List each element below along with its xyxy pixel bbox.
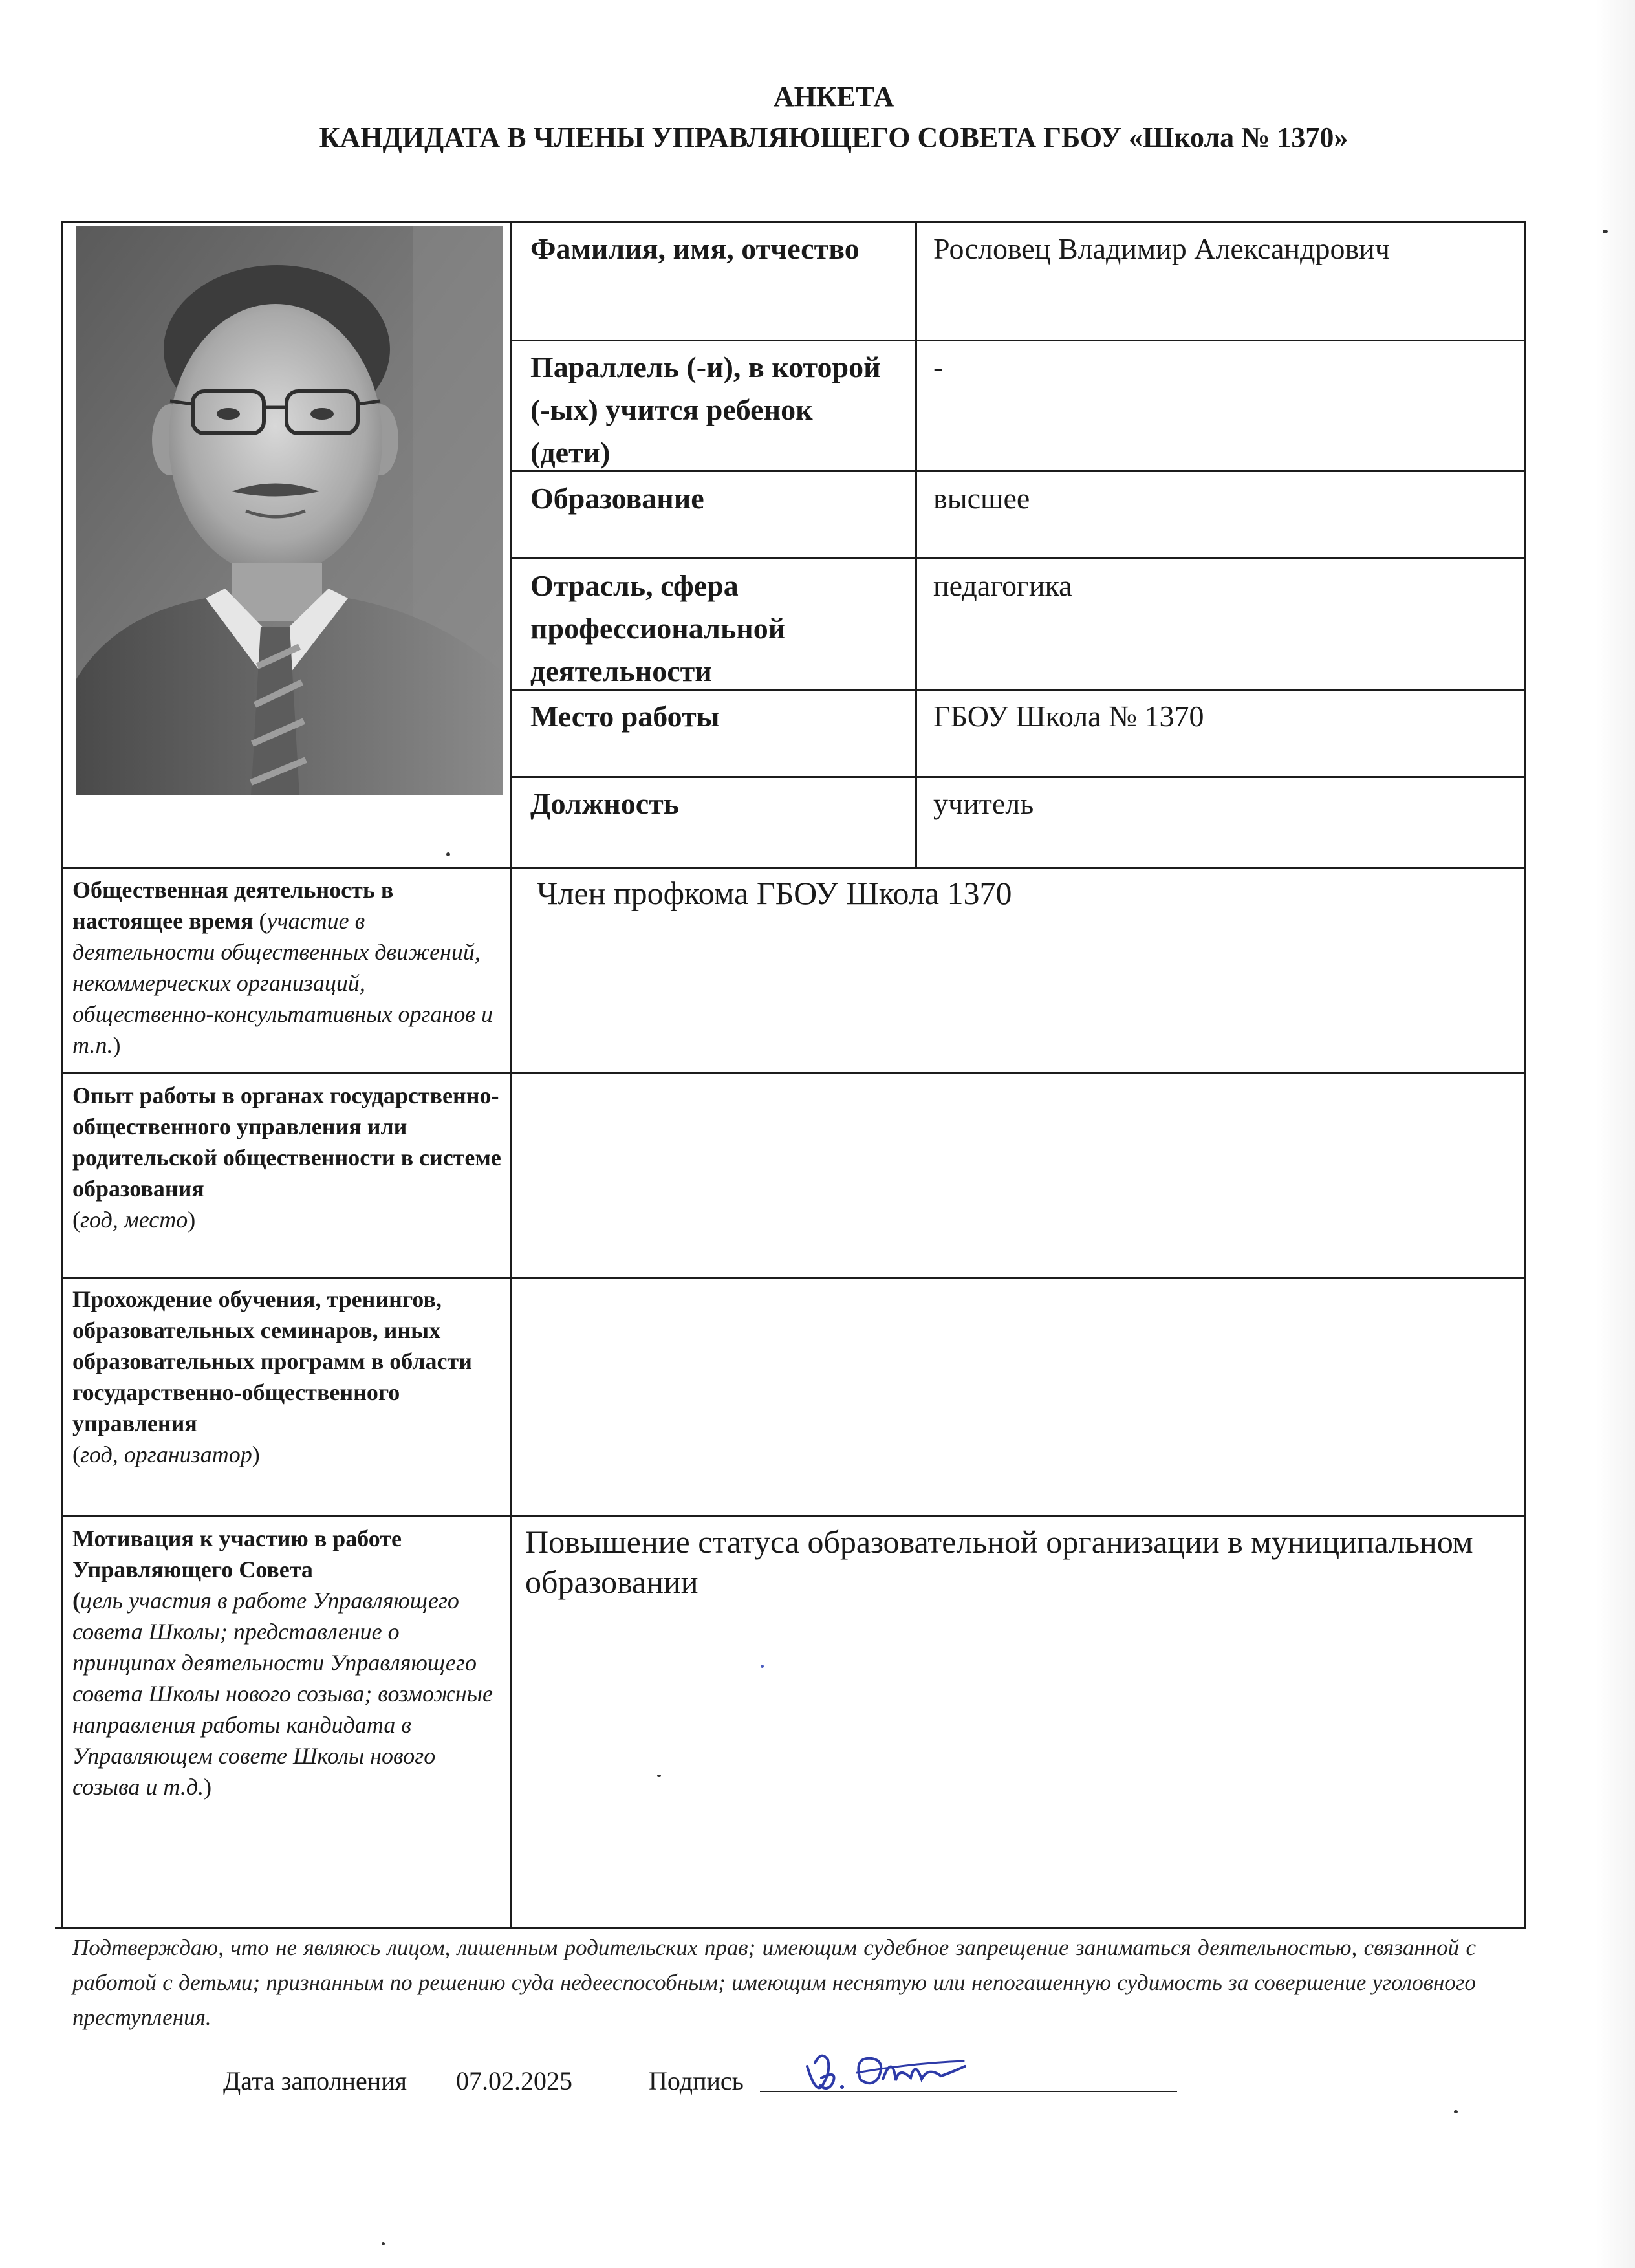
section-label-public-activity: Общественная деятельность в настоящее время (участие в деятельности общественных движений, некоммерческих организаций, общественно-консультативных органов и т.п.): [72, 877, 493, 1058]
scan-speck: [1454, 2110, 1458, 2113]
field-label-workplace: Место работы: [530, 700, 720, 733]
section-label-training: Прохождение обучения, тренингов, образовательных семинаров, иных образовательных программ в области государственно-общественного управления (год, организатор): [72, 1286, 472, 1467]
fill-date-label: Дата заполнения: [223, 2066, 407, 2095]
field-value-workplace: ГБОУ Школа № 1370: [933, 700, 1204, 733]
scan-speck: [1603, 230, 1608, 233]
field-label-grade: Параллель (-и), в которой (-ых) учится ребенок (дети): [530, 351, 881, 469]
signature-label: Подпись: [649, 2066, 744, 2095]
form-subtitle: КАНДИДАТА В ЧЛЕНЫ УПРАВЛЯЮЩЕГО СОВЕТА ГБОУ «Школа № 1370»: [319, 122, 1348, 153]
field-value-grade: -: [933, 351, 944, 383]
scan-edge-shadow: [1596, 0, 1635, 2268]
field-value-position: учитель: [933, 787, 1034, 820]
field-label-education: Образование: [530, 482, 704, 515]
candidate-photo: [76, 226, 503, 795]
form-title: АНКЕТА: [773, 81, 894, 113]
section-label-motivation: Мотивация к участию в работе Управляющего Совета (цель участия в работе Управляющего совета Школы; представление о принципах деятельности Управляющего совета Школы нового созыва; возможные направления работы кандидата в Управляющем совете Школы нового созыва и т.д.): [72, 1526, 493, 1800]
scan-speck: [382, 2242, 385, 2245]
scan-speck: [657, 1775, 661, 1777]
section-value-motivation: Повышение статуса образовательной организации в муниципальном образовании: [525, 1524, 1473, 1600]
confirmation-statement: Подтверждаю, что не являюсь лицом, лишенным родительских прав; имеющим судебное запрещение заниматься деятельностью, связанной с работой с детьми; признанным по решению суда недееспособным; имеющим неснятую или непогашенную судимость за совершение уголовного преступления.: [72, 1935, 1476, 2030]
field-label-full-name: Фамилия, имя, отчество: [530, 232, 860, 265]
field-value-education: высшее: [933, 482, 1030, 515]
section-label-governance-experience: Опыт работы в органах государственно-общественного управления или родительской общественности в системе образования (год, место): [72, 1083, 501, 1233]
field-label-profession: Отрасль, сфера профессиональной деятельности: [530, 569, 786, 687]
field-label-position: Должность: [530, 787, 680, 820]
section-value-public-activity: Член профкома ГБОУ Школа 1370: [537, 875, 1012, 911]
scan-speck: [761, 1665, 764, 1668]
field-value-full-name: Рословец Владимир Александрович: [933, 232, 1390, 265]
field-value-profession: педагогика: [933, 569, 1072, 602]
scan-speck: [446, 852, 450, 856]
handwritten-signature: [802, 2047, 970, 2102]
fill-date-value: 07.02.2025: [456, 2066, 572, 2095]
